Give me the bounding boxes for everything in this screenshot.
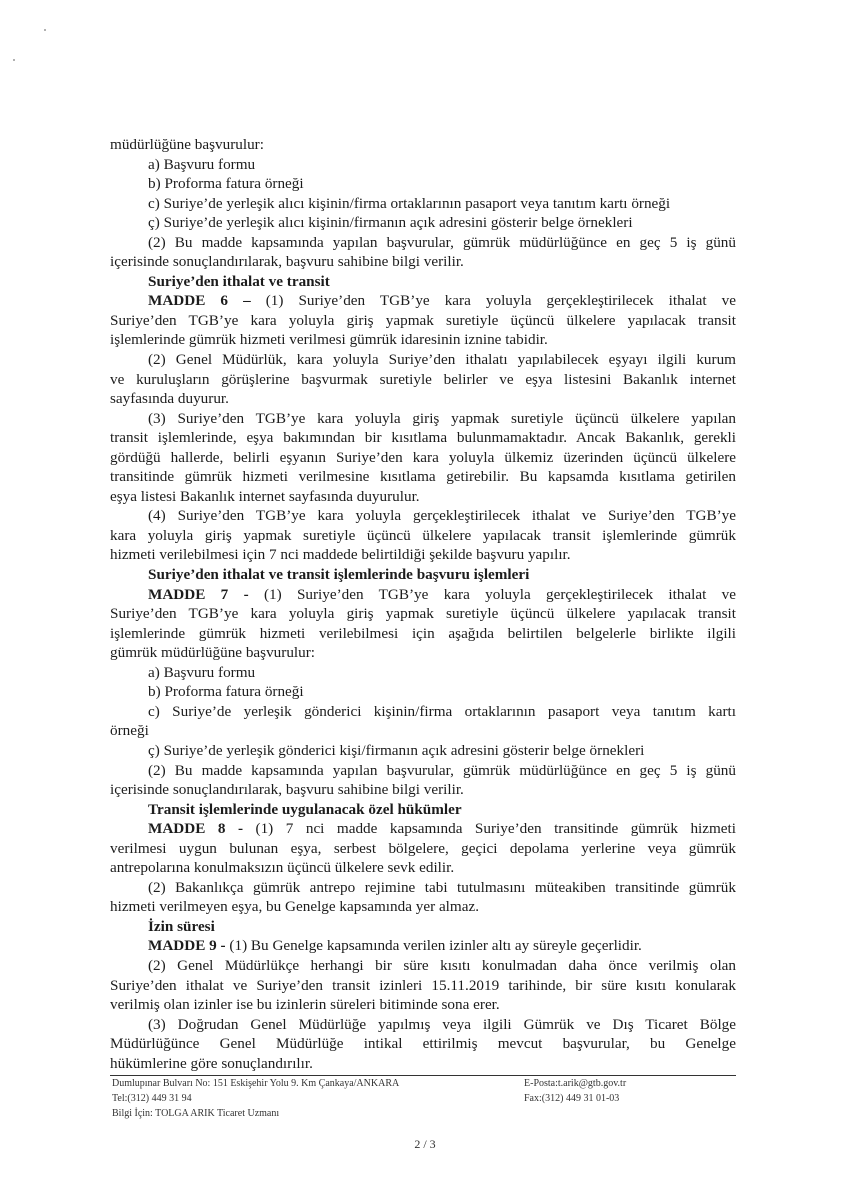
footer-address: Dumlupınar Bulvarı No: 151 Eskişehir Yolu 9. Km Çankaya/ANKARA	[112, 1078, 400, 1089]
article-line	[110, 819, 736, 839]
article-number: MADDE 7 -	[148, 585, 249, 603]
document-body	[110, 135, 736, 1073]
text-line: (2) Genel Müdürlükçe herhangi bir süre kısıtı konulmadan daha önce verilmiş olan	[148, 956, 736, 974]
text-line: hizmeti verilebilmesi için 7 nci maddede belirtildiği şekilde başvuru yapılır.	[110, 546, 571, 564]
scan-speck	[44, 29, 46, 31]
footer-fax: Fax:(312) 449 31 01-03	[524, 1093, 620, 1104]
section-heading: İzin süresi	[148, 917, 215, 935]
text-line: b) Proforma fatura örneği	[148, 683, 304, 701]
text-line: antrepolarına konulmaksızın üçüncü ülkelere sevk edilir.	[110, 859, 455, 877]
text-line: Müdürlüğünce Genel Müdürlüğe intikal ettirilmiş mevcut başvurular, bu Genelge	[110, 1035, 736, 1053]
text-line: c) Suriye’de yerleşik gönderici kişinin/firma ortaklarının pasaport veya tanıtım kartı	[148, 702, 736, 720]
text-line: (2) Bu madde kapsamında yapılan başvurular, gümrük müdürlüğünce en geç 5 iş günü	[148, 761, 736, 779]
text-line: işlemlerinde gümrük hizmeti verilebilmesi için aşağıda belirtilen belgelerle birlikte ilgili	[110, 624, 736, 642]
text-line: (3) Suriye’den TGB’ye kara yoluyla giriş yapmak suretiyle üçüncü ülkelere yapılan	[148, 409, 736, 427]
text-line: hizmeti verilmeyen eşya, bu Genelge kapsamında yer almaz.	[110, 898, 479, 916]
text-line: Suriye’den ithalat ve Suriye’den transit izinleri 15.11.2019 tarihinde, bir süre kısıtı konularak	[110, 976, 736, 994]
article-line	[110, 585, 736, 605]
article-text: (1) Suriye’den TGB’ye kara yoluyla gerçekleştirilecek ithalat ve	[248, 585, 736, 603]
text-line: b) Proforma fatura örneği	[148, 175, 304, 193]
text-line: hükümlerine göre sonuçlandırılır.	[110, 1054, 313, 1072]
footer-phone: Tel:(312) 449 31 94	[112, 1093, 192, 1104]
footer-divider	[110, 1075, 736, 1076]
text-line: (2) Genel Müdürlük, kara yoluyla Suriye’den ithalatı yapılabilecek eşyayı ilgili kurum	[148, 351, 736, 369]
text-line: örneği	[110, 722, 149, 740]
section-heading: Transit işlemlerinde uygulanacak özel hükümler	[148, 800, 462, 818]
text-line: (2) Bu madde kapsamında yapılan başvurular, gümrük müdürlüğünce en geç 5 iş günü	[148, 233, 736, 251]
text-line: ve kuruluşların görüşlerine başvurmak suretiyle belirler ve eşya listesini Bakanlık internet	[110, 370, 736, 388]
scan-speck	[13, 59, 15, 61]
text-line: c) Suriye’de yerleşik alıcı kişinin/firma ortaklarının pasaport veya tanıtım kartı örneği	[148, 194, 671, 212]
text-line: ç) Suriye’de yerleşik alıcı kişinin/firmanın açık adresini gösterir belge örnekleri	[148, 214, 633, 232]
section-heading: Suriye’den ithalat ve transit işlemlerinde başvuru işlemleri	[148, 566, 530, 584]
text-line: a) Başvuru formu	[148, 663, 256, 681]
text-line: (4) Suriye’den TGB’ye kara yoluyla gerçekleştirilecek ithalat ve Suriye’den TGB’ye	[148, 507, 736, 525]
article-text: (1) Suriye’den TGB’ye kara yoluyla gerçekleştirilecek ithalat ve	[250, 292, 736, 310]
section-heading: Suriye’den ithalat ve transit	[148, 272, 330, 290]
article-number: MADDE 8 -	[148, 820, 244, 838]
text-line: a) Başvuru formu	[148, 155, 256, 173]
text-line: eşya listesi Bakanlık internet sayfasında duyurulur.	[110, 487, 420, 505]
article-text: (1) 7 nci madde kapsamında Suriye’den transitinde gümrük hizmeti	[243, 820, 736, 838]
text-line: Suriye’den TGB’ye kara yoluyla giriş yapmak suretiyle üçüncü ülkelere yapılacak transit	[110, 605, 736, 623]
text-line: (3) Doğrudan Genel Müdürlüğe yapılmış veya ilgili Gümrük ve Dış Ticaret Bölge	[148, 1015, 736, 1033]
text-line: Suriye’den TGB’ye kara yoluyla giriş yapmak suretiyle üçüncü ülkelere yapılacak transit	[110, 311, 736, 329]
text-line: gümrük müdürlüğüne başvurulur:	[110, 644, 316, 662]
text-line: içerisinde sonuçlandırılarak, başvuru sahibine bilgi verilir.	[110, 781, 464, 799]
article-number: MADDE 9 -	[148, 937, 226, 955]
text-line: işlemlerinde gümrük hizmeti verilmesi gümrük idaresinin iznine tabidir.	[110, 331, 548, 349]
text-line: verilmesi uygun bulunan eşya, serbest bölgelere, geçici depolama yerlerine veya gümrük	[110, 839, 736, 857]
text-line: kara yoluyla giriş yapmak suretiyle üçüncü ülkelere yapılacak transit işlemlerinde gümrük	[110, 526, 736, 544]
text-line: sayfasında duyurur.	[110, 390, 229, 408]
text-line: gördüğü hallerde, belirli eşyanın Suriye’den kara yoluyla ülkemiz üzerinden üçüncü ülkelere	[110, 448, 736, 466]
footer-email: E-Posta:t.arik@gtb.gov.tr	[524, 1078, 627, 1089]
page-number: 2 / 3	[414, 1137, 436, 1151]
text-line: ç) Suriye’de yerleşik gönderici kişi/firmanın açık adresini gösterir belge örnekleri	[148, 741, 645, 759]
footer-contact-person: Bilgi İçin: TOLGA ARIK Ticaret Uzmanı	[112, 1108, 280, 1119]
article-text: (1) Bu Genelge kapsamında verilen izinler altı ay süreyle geçerlidir.	[225, 937, 642, 955]
text-line: verilmiş olan izinler ise bu izinlerin süreleri bitiminde sona erer.	[110, 996, 500, 1014]
article-number: MADDE 6 –	[148, 292, 251, 310]
text-line: (2) Bakanlıkça gümrük antrepo rejimine tabi tutulmasını müteakiben transitinde gümrük	[148, 878, 736, 896]
text-line: transitinde gümrük hizmeti verilmesine kısıtlama getirebilir. Bu kapsamda kısıtlama getirilen	[110, 468, 736, 486]
article-line	[110, 291, 736, 311]
text-line: içerisinde sonuçlandırılarak, başvuru sahibine bilgi verilir.	[110, 253, 464, 271]
article-line	[110, 936, 736, 956]
text-line: transit işlemlerinde, eşya bakımından bir kısıtlama bulunmamaktadır. Ancak Bakanlık, gerekli	[110, 429, 736, 447]
text-line: müdürlüğüne başvurulur:	[110, 136, 264, 153]
